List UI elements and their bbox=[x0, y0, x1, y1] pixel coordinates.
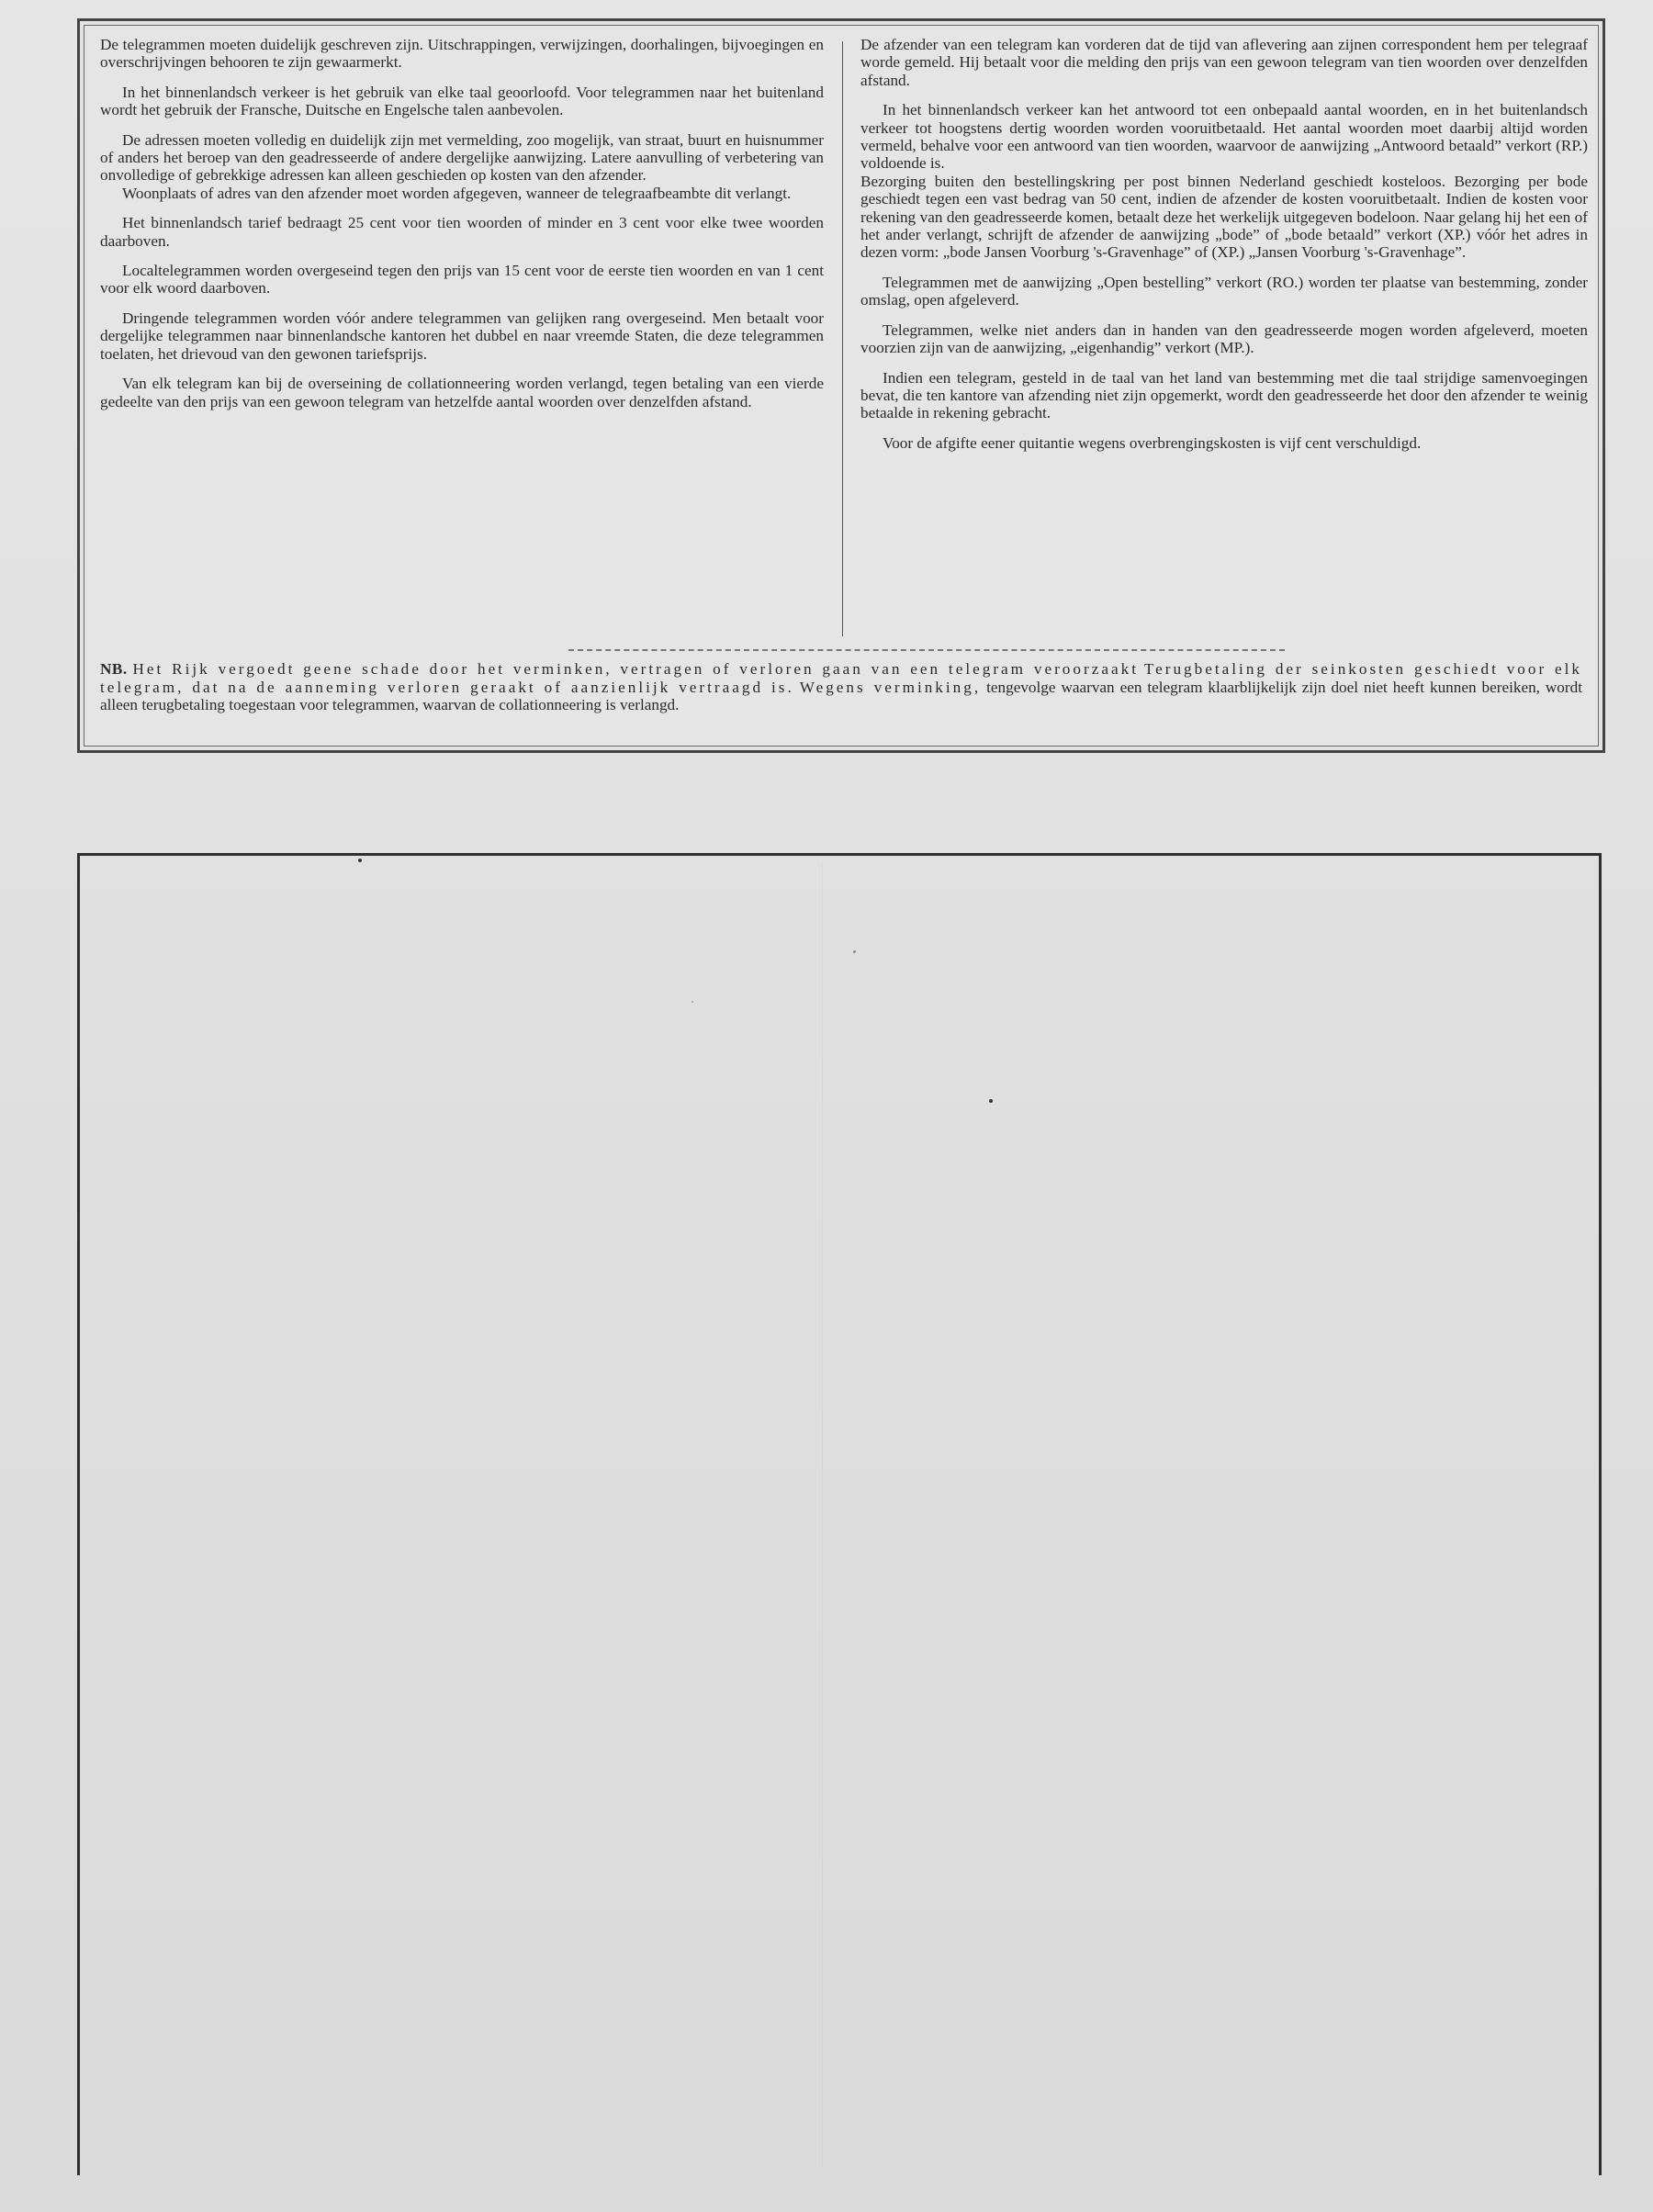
left-paragraph: De telegrammen moeten duidelijk geschreven zijn. Uitschrappingen, verwijzingen, doorhalingen, bijvoegingen en overschrijvingen behooren te zijn gewaarmerkt. bbox=[100, 36, 824, 72]
right-column bbox=[860, 36, 1588, 646]
column-divider bbox=[842, 41, 843, 636]
ink-speck bbox=[358, 859, 362, 862]
left-paragraph: In het binnenlandsch verkeer is het gebruik van elke taal geoorloofd. Voor telegrammen naar het buitenland wordt het gebruik der Fransche, Duitsche en Engelsche talen aanbevolen. bbox=[100, 83, 824, 119]
nb-separator bbox=[568, 649, 1285, 651]
right-paragraph: De afzender van een telegram kan vorderen dat de tijd van aflevering aan zijnen correspondent hem per telegraaf worde gemeld. Hij betaalt voor die melding den prijs van een gewoon telegram van tien woorden over denzelfden afstand. bbox=[860, 36, 1588, 89]
ink-speck bbox=[853, 950, 856, 953]
right-paragraph: Telegrammen met de aanwijzing „Open bestelling” verkort (RO.) worden ter plaatse van bestemming, zonder omslag, open afgeleverd. bbox=[860, 273, 1588, 309]
nb-spaced-text: Het Rijk vergoedt geene schade door het verminken, vertragen of verloren gaan van een telegram veroorzaakt bbox=[132, 660, 1139, 678]
left-paragraph: De adressen moeten volledig en duidelijk zijn met vermelding, zoo mogelijk, van straat, buurt en huisnummer of anders het beroep van den geadresseerde of andere dergelijke aanwijzing. Latere aanvulling of verbetering van onvolledige of gebrekkige adressen kan alleen geschieden op kosten van den afzender. bbox=[100, 130, 824, 185]
nb-note bbox=[100, 660, 1582, 714]
left-paragraph: Het binnenlandsch tarief bedraagt 25 cent voor tien woorden of minder en 3 cent voor elke twee woorden daarboven. bbox=[100, 214, 824, 250]
left-paragraph: Dringende telegrammen worden vóór andere telegrammen van gelijken rang overgeseind. Men betaalt voor dergelijke telegrammen naar binnenlandsche kantoren het dubbel en naar vreemde Staten, die deze telegrammen toelaten, het drievoud van den gewonen tariefsprijs. bbox=[100, 309, 824, 363]
nb-lead: NB. bbox=[100, 660, 128, 678]
left-paragraph: Localtelegrammen worden overgeseind tegen den prijs van 15 cent voor de eerste tien woorden en van 1 cent voor elk woord daarboven. bbox=[100, 262, 824, 298]
message-writing-area bbox=[77, 853, 1602, 2175]
ink-speck bbox=[692, 1001, 693, 1003]
nb-spaced-text: Terugbetaling der seinkosten geschiedt voor elk telegram, dat na de aanneming verloren geraakt of aanzienlijk vertraagd is. bbox=[100, 660, 1583, 696]
right-paragraph: In het binnenlandsch verkeer kan het antwoord tot een onbepaald aantal woorden, en in het buitenlandsch verkeer tot hoogstens dertig woorden worden vooruitbetaald. Het aantal woorden moet daarbij altijd worden vermeld, behalve voor een antwoord van tien woorden, waarvoor de aanwijzing „Antwoord betaald” verkort (RP.) voldoende is. bbox=[860, 101, 1588, 173]
telegram-regulations-box bbox=[77, 18, 1605, 753]
paper-crease bbox=[822, 863, 823, 2167]
left-paragraph: Van elk telegram kan bij de overseining de collationneering worden verlangd, tegen betaling van een vierde gedeelte van den prijs van een gewoon telegram van hetzelfde aantal woorden over denzelfden afstand. bbox=[100, 375, 824, 410]
left-paragraph: Woonplaats of adres van den afzender moet worden afgegeven, wanneer de telegraafbeambte dit verlangt. bbox=[122, 184, 792, 202]
nb-spaced-text: Wegens verminking, bbox=[799, 678, 982, 696]
right-paragraph: Telegrammen, welke niet anders dan in handen van den geadresseerde mogen worden afgeleverd, moeten voorzien zijn van de aanwijzing, „eigenhandig” verkort (MP.). bbox=[860, 320, 1588, 357]
left-column bbox=[100, 36, 824, 646]
nb-rest-text: tengevolge waarvan een telegram klaarblijkelijk zijn doel niet heeft kunnen bereiken, wordt alleen terugbetaling toegestaan voor telegrammen, waarvan de collationneering is verlangd. bbox=[100, 678, 1582, 714]
right-paragraph: Bezorging buiten den bestellingskring per post binnen Nederland geschiedt kosteloos. Bezorging per bode geschiedt tegen een vast bedrag van 50 cent, indien de afzender de kosten vooruitbetaalt. Indien de kosten voor rekening van den geadresseerde komen, betaalt deze het werkelijk uitgegeven bodeloon. Naar gelang hij het een of het ander verlangt, schrijft de afzender de aanwijzing „bode” of „bode betaald” verkort (XP.) vóór het adres in dezen vorm: „bode Jansen Voorburg 's-Gravenhage” of (XP.) „Jansen Voorburg 's-Gravenhage”. bbox=[860, 172, 1588, 262]
right-paragraph: Indien een telegram, gesteld in de taal van het land van bestemming met die taal strijdige samenvoegingen bevat, die ten kantore van afzending niet zijn opgemerkt, wordt den geadresseerde het door den afzender te weinig betaalde in rekening gebracht. bbox=[860, 368, 1588, 422]
right-paragraph: Voor de afgifte eener quitantie wegens overbrengingskosten is vijf cent verschuldigd. bbox=[883, 433, 1422, 452]
regulations-columns bbox=[96, 36, 1586, 646]
ink-speck bbox=[989, 1099, 993, 1103]
